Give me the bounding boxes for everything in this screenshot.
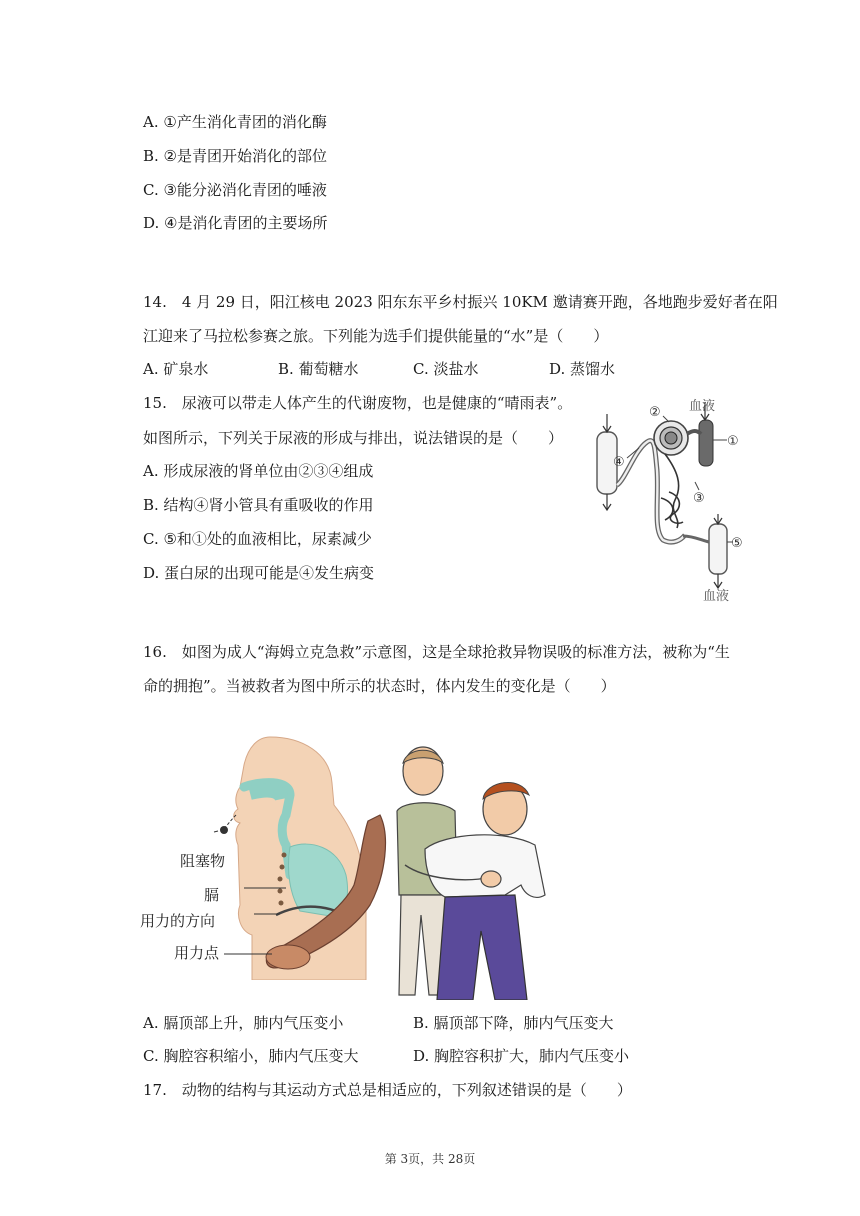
- label-num-1: ①: [727, 434, 739, 449]
- q13-option-d: D. ④是消化青团的主要场所: [143, 214, 328, 232]
- label-num-5: ⑤: [731, 536, 743, 551]
- q15-option-c: C. ⑤和①处的血液相比，尿素减少: [143, 530, 372, 548]
- renal-artery: [699, 420, 713, 466]
- q13-option-c: C. ③能分泌消化青团的唾液: [143, 181, 327, 199]
- q14-stem-line1: 14. 4 月 29 日，阳江核电 2023 阳东东平乡村振兴 10KM 邀请赛开跑，各地跑步爱好者在阳: [143, 293, 778, 311]
- q15-option-a: A. 形成尿液的肾单位由②③④组成: [143, 462, 374, 480]
- renal-vein: [709, 524, 727, 574]
- page-footer: 第 3页，共 28页: [384, 1152, 476, 1166]
- q16-option-c: C. 胸腔容积缩小，肺内气压变大: [143, 1047, 359, 1065]
- label-num-3: ③: [693, 491, 705, 506]
- q14-option-d: D. 蒸馏水: [549, 360, 616, 378]
- q14-option-c: C. 淡盐水: [413, 360, 479, 378]
- heimlich-anatomy-figure: [140, 735, 390, 980]
- q16-stem-line1: 16. 如图为成人“海姆立克急救”示意图，这是全球抢救异物误吸的标准方法，被称为“生: [143, 643, 730, 661]
- q16-option-b: B. 膈顶部下降，肺内气压变大: [413, 1014, 614, 1032]
- q16-stem-line2: 命的拥抱”。当被救者为图中所示的状态时，体内发生的变化是（ ）: [143, 677, 616, 695]
- rescuer-hands: [266, 945, 310, 969]
- q15-stem-line2: 如图所示，下列关于尿液的形成与排出，说法错误的是（ ）: [143, 429, 564, 447]
- q14-option-b: B. 葡萄糖水: [278, 360, 359, 378]
- label-diaphragm: 膈: [204, 886, 220, 904]
- nephron-figure: [585, 390, 755, 605]
- q16-option-d: D. 胸腔容积扩大，肺内气压变小: [413, 1047, 630, 1065]
- q17-stem-line1: 17. 动物的结构与其运动方式总是相适应的，下列叙述错误的是（ ）: [143, 1081, 632, 1099]
- label-blood-top: 血液: [689, 399, 716, 414]
- q14-option-a: A. 矿泉水: [143, 360, 209, 378]
- label-num-2: ②: [649, 405, 661, 420]
- q15-stem-line1: 15. 尿液可以带走人体产生的代谢废物，也是健康的“晴雨表”。: [143, 394, 573, 412]
- renal-tubule: [617, 441, 685, 542]
- q16-option-a: A. 膈顶部上升，肺内气压变小: [143, 1014, 344, 1032]
- label-obstruction: 阻塞物: [180, 852, 226, 870]
- q13-option-a: A. ①产生消化青团的消化酶: [143, 113, 327, 131]
- q13-option-b: B. ②是青团开始消化的部位: [143, 147, 328, 165]
- label-force-direction: 用力的方向: [140, 912, 216, 930]
- glomerulus: [654, 421, 688, 455]
- rescuer-fist: [481, 871, 501, 887]
- capillary-network: [661, 454, 683, 528]
- q15-option-b: B. 结构④肾小管具有重吸收的作用: [143, 496, 374, 514]
- q14-stem-line2: 江迎来了马拉松参赛之旅。下列能为选手们提供能量的“水”是（ ）: [143, 327, 609, 345]
- q15-option-d: D. 蛋白尿的出现可能是④发生病变: [143, 564, 375, 582]
- label-blood-bottom: 血液: [703, 589, 730, 604]
- label-num-4: ④: [613, 455, 625, 470]
- label-force-point: 用力点: [174, 944, 220, 962]
- heimlich-people-figure: [385, 745, 555, 1000]
